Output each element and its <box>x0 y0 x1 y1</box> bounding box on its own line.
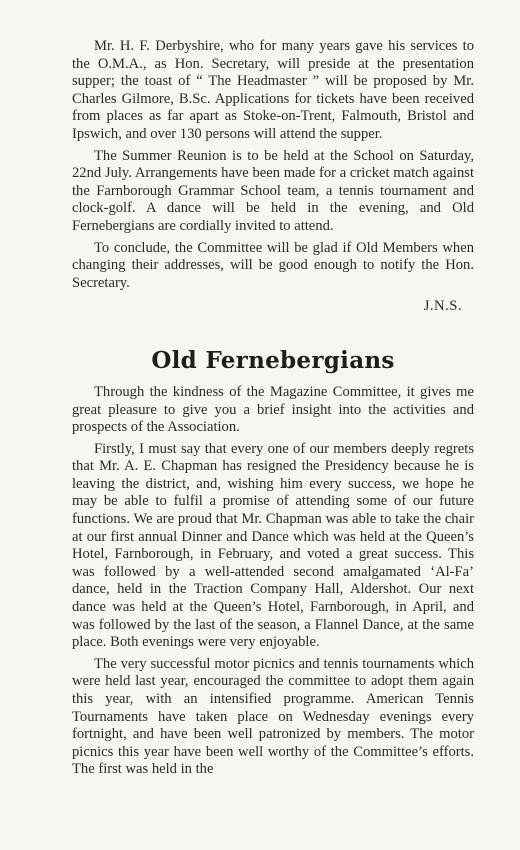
signature-initials: J.N.S. <box>423 298 462 315</box>
paragraph-conclusion: To conclude, the Committee will be glad if Old Members when changing their addresses, will be good enough to notify the Hon. Secretary. <box>72 239 474 291</box>
document-page <box>72 38 474 783</box>
section-old-fernebergians <box>72 348 474 779</box>
paragraph-introduction: Through the kindness of the Magazine Committee, it gives me great pleasure to give you a brief insight into the activities and prospects of the Association. <box>72 383 474 436</box>
paragraph-events-review: Firstly, I must say that every one of our members deeply regrets that Mr. A. E. Chapman has resigned the Presidency because he is leaving the district, and, wishing him every success, we hope he may be able to fulfil a promise of attending some of our future functions. We are proud that Mr. Chapman was able to take the chair at our first annual Dinner and Dance which was held at the Queen’s Hotel, Farnborough, in February, and voted a great success. This was followed by a well-attended second amalgamated ‘Al-Fa’ dance, held in the Traction Company Hall, Aldershot. Our next dance was held at the Queen’s Hotel, Farnborough, in April, and was followed by the last of the season, a Flannel Dance, at the same place. Both evenings were very enjoyable. <box>72 440 474 651</box>
paragraph-presentation-supper: Mr. H. F. Derbyshire, who for many years gave his services to the O.M.A., as Hon. Secretary, will preside at the presentation supper; the toast of “ The Headmaster ” will be proposed by Mr. Charles Gilmore, B.Sc. Applications for tickets have been received from places as far apart as Stoke-on-Trent, Falmouth, Bristol and Ipswich, and over 130 persons will attend the supper. <box>72 38 474 142</box>
paragraph-picnics-tennis: The very successful motor picnics and tennis tournaments which were held last year, encouraged the committee to adopt them again this year, with an intensified programme. American Tennis Tournaments have taken place on Wednesday evenings every fortnight, and have been well patronized by members. The motor picnics this year have been well worthy of the Committee’s efforts. The first was held in the <box>72 655 474 778</box>
section-oma-notes <box>72 38 474 316</box>
paragraph-summer-reunion: The Summer Reunion is to be held at the School on Saturday, 22nd July. Arrangements have been made for a cricket match against the Farnborough Grammar School team, a tennis tournament and clock-golf. A dance will be held in the evening, and Old Fernebergians are cordially invited to attend. <box>72 147 474 234</box>
section-heading: Old Fernebergians <box>151 346 395 374</box>
